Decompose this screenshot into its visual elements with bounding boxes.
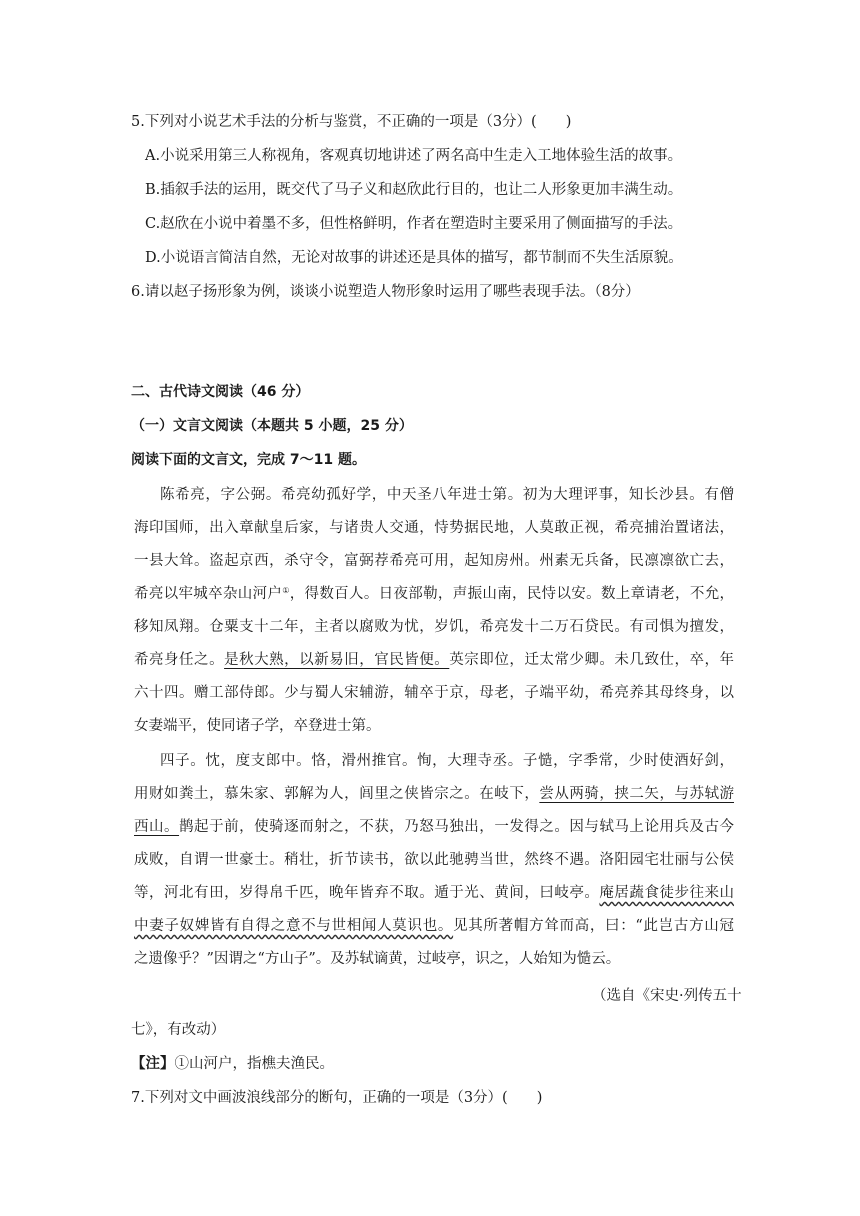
- question-5-option-a: A.小说采用第三人称视角，客观真切地讲述了两名高中生走入工地体验生活的故事。: [145, 148, 683, 164]
- passage-text: 见其所著帽方耸而高，曰：“此岂古方山冠: [453, 918, 735, 934]
- passage-p2-line-2: [134, 783, 734, 805]
- passage-text: 用财如粪土，慕朱家、郭解为人，闾里之侠皆宗之。在岐下，: [134, 786, 540, 802]
- passage-source-line-1: （选自《宋史·列传五十: [592, 988, 742, 1004]
- passage-p1-line-7: 六十四。赠工部侍郎。少与蜀人宋辅游，辅卒于京，母老，子端平幼，希亮养其母终身，以: [134, 685, 734, 701]
- passage-text: 鹊起于前，使骑逐而射之，不获，乃怒马独出，一发得之。因与轼马上论用兵及古今: [179, 819, 735, 835]
- question-5-option-d: D.小说语言简洁自然，无论对故事的讲述还是具体的描写，都节制而不失生活原貌。: [145, 250, 683, 266]
- passage-p2-line-6: [134, 915, 734, 937]
- passage-text: 希亮以牢城卒杂山河户: [134, 586, 283, 602]
- passage-text: ，得数百人。日夜部勒，声振山南，民恃以安。数上章请老，不允，: [289, 586, 735, 602]
- underlined-sentence: 尝从两骑，挟二矢，与苏轼游: [539, 786, 734, 802]
- footnote-marker: ①: [282, 586, 290, 595]
- passage-p1-line-6: [134, 649, 734, 671]
- passage-p2-line-5: [134, 882, 734, 904]
- question-6-stem: 6.请以赵子扬形象为例，谈谈小说塑造人物形象时运用了哪些表现手法。（8分）: [131, 284, 640, 300]
- passage-p1-line-1: 陈希亮，字公弼。希亮幼孤好学，中天圣八年进士第。初为大理评事，知长沙县。有僧: [160, 487, 734, 503]
- wavy-underlined-text: 中妻子奴婢皆有自得之意不与世相闻人莫识也。: [134, 918, 454, 934]
- section-2-instruction: 阅读下面的文言文，完成 7～11 题。: [131, 452, 366, 468]
- passage-p1-line-8: 女妻端平，使同诸子学，卒登进士第。: [134, 718, 381, 734]
- passage-source-line-2: 七》，有改动）: [131, 1022, 226, 1038]
- passage-p2-line-7: 之遗像乎？”因谓之“方山子”。及苏轼谪黄，过岐亭，识之，人始知为慥云。: [134, 951, 621, 967]
- passage-p1-line-5: 移知凤翔。仓粟支十二年，主者以腐败为忧，岁饥，希亮发十二万石贷民。有司惧为擅发，: [134, 619, 734, 635]
- passage-p2-line-4: 成败，自谓一世豪士。稍壮，折节读书，欲以此驰骋当世，然终不遇。洛阳园宅壮丽与公侯: [134, 852, 734, 868]
- footnote-label: 【注】: [131, 1056, 175, 1072]
- passage-p1-line-3: 一县大耸。盗起京西，杀守令，富弼荐希亮可用，起知房州。州素无兵备，民凛凛欲亡去，: [134, 553, 734, 569]
- underlined-sentence: 西山。: [134, 819, 180, 835]
- footnote-text: ①山河户，指樵夫渔民。: [174, 1056, 334, 1072]
- question-5-stem: 5.下列对小说艺术手法的分析与鉴赏，不正确的一项是（3分）( ): [131, 114, 572, 130]
- underlined-sentence: 是秋大熟，以新易旧，官民皆便。: [224, 652, 450, 668]
- passage-p1-line-2: 海印国师，出入章献皇后家，与诸贵人交通，恃势据民地，人莫敢正视，希亮捕治置诸法，: [134, 520, 734, 536]
- wavy-underlined-text: 庵居蔬食徒步往来山: [599, 885, 735, 901]
- passage-p1-line-4: [134, 583, 734, 605]
- passage-text: 等，河北有田，岁得帛千匹，晚年皆弃不取。遁于光、黄间，曰岐亭。: [134, 885, 600, 901]
- section-2-title: 二、古代诗文阅读（46 分）: [131, 384, 310, 400]
- passage-p2-line-1: 四子。忱，度支郎中。恪，滑州推官。恂，大理寺丞。子慥，字季常，少时使酒好剑，: [160, 753, 734, 769]
- question-5-option-c: C.赵欣在小说中着墨不多，但性格鲜明，作者在塑造时主要采用了侧面描写的手法。: [145, 216, 683, 232]
- question-5-option-b: B.插叙手法的运用，既交代了马子义和赵欣此行目的，也让二人形象更加丰满生动。: [145, 182, 683, 198]
- passage-p2-line-3: [134, 816, 734, 838]
- section-2-subtitle: （一）文言文阅读（本题共 5 小题，25 分）: [131, 418, 413, 434]
- footnote: [131, 1053, 334, 1075]
- passage-text: 希亮身任之。: [134, 652, 225, 668]
- question-7-stem: 7.下列对文中画波浪线部分的断句，正确的一项是（3分）( ): [131, 1090, 543, 1106]
- passage-text: 英宗即位，迁太常少卿。未几致仕，卒，年: [449, 652, 735, 668]
